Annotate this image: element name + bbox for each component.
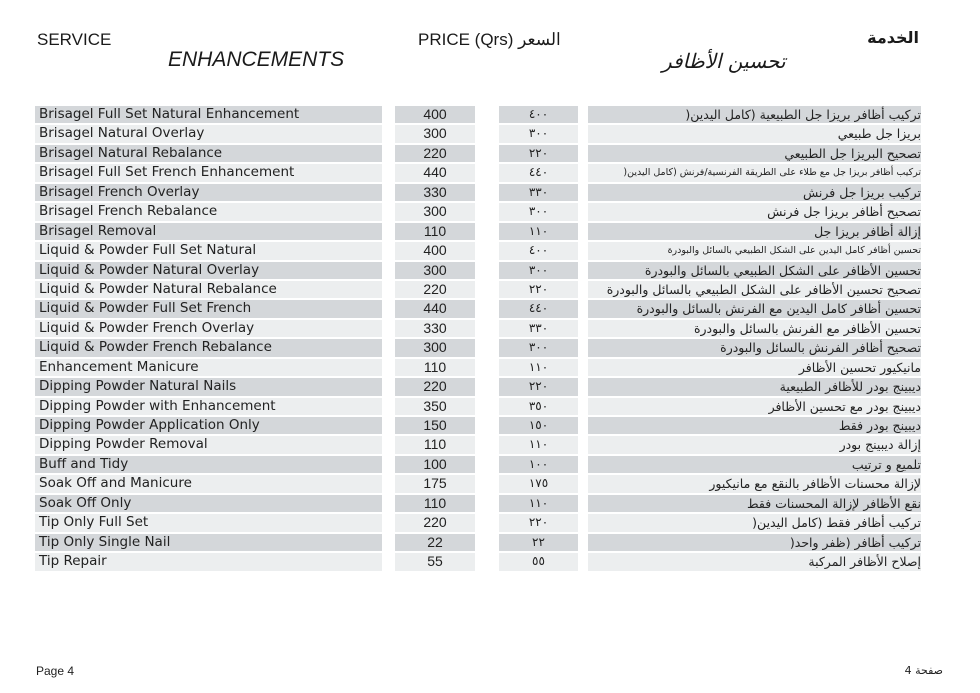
- service-name-ar: إزالة ديبينج بودر: [588, 436, 921, 453]
- service-name-ar: إزالة أظافر بريزا جل: [588, 223, 921, 240]
- service-name-ar: ديبينج بودر مع تحسين الأظافر: [588, 398, 921, 415]
- service-name-ar: ديبينج بودر للأظافر الطبيعية: [588, 378, 921, 395]
- price-column: [395, 106, 475, 573]
- service-name-en: Soak Off Only: [35, 495, 382, 512]
- service-name-ar: تصحيح تحسين الأظافر على الشكل الطبيعي بالسائل والبودرة: [588, 281, 921, 298]
- service-name-en: Brisagel Natural Overlay: [35, 125, 382, 142]
- price-value-ar: ٣٠٠: [499, 203, 578, 220]
- section-title-en: ENHANCEMENTS: [168, 48, 345, 71]
- price-value-ar: ٤٠٠: [499, 106, 578, 123]
- service-name-en: Dipping Powder Natural Nails: [35, 378, 382, 395]
- service-name-en: Liquid & Powder French Overlay: [35, 320, 382, 337]
- price-value-ar: ٣٠٠: [499, 125, 578, 142]
- price-value: 350: [395, 398, 475, 415]
- service-name-en: Brisagel Full Set French Enhancement: [35, 164, 382, 181]
- service-name-en: Liquid & Powder Natural Rebalance: [35, 281, 382, 298]
- service-name-ar: تصحيح البريزا جل الطبيعي: [588, 145, 921, 162]
- price-header: PRICE (Qrs) السعر: [418, 30, 561, 49]
- service-name-ar: تركيب بريزا جل فرنش: [588, 184, 921, 201]
- price-value-ar: ١١٠: [499, 436, 578, 453]
- price-value-ar: ٥٥: [499, 553, 578, 570]
- service-name-ar: تحسين أظافر كامل اليدين على الشكل الطبيعي بالسائل والبودرة: [588, 242, 921, 259]
- service-name-en: Brisagel Full Set Natural Enhancement: [35, 106, 382, 123]
- service-name-ar: لإزالة محسنات الأظافر بالنقع مع مانيكيور: [588, 475, 921, 492]
- price-value: 330: [395, 320, 475, 337]
- price-value-ar: ٤٤٠: [499, 300, 578, 317]
- service-name-ar: مانيكيور تحسين الأظافر: [588, 359, 921, 376]
- price-value-ar: ١٠٠: [499, 456, 578, 473]
- service-name-ar: تركيب أظافر فقط (كامل اليدين(: [588, 514, 921, 531]
- service-name-ar: تحسين الأظافر مع الفرنش بالسائل والبودرة: [588, 320, 921, 337]
- price-value-ar: ٢٢٠: [499, 378, 578, 395]
- service-name-en: Buff and Tidy: [35, 456, 382, 473]
- service-name-en: Liquid & Powder Full Set French: [35, 300, 382, 317]
- service-name-en: Liquid & Powder Natural Overlay: [35, 262, 382, 279]
- price-value: 440: [395, 164, 475, 181]
- service-name-ar: تركيب أظافر بريزا جل مع طلاء على الطريقة الفرنسية/فرنش (كامل اليدين(: [588, 164, 921, 181]
- service-name-ar: نقع الأظافر لإزالة المحسنات فقط: [588, 495, 921, 512]
- service-names-ar-column: [588, 106, 921, 573]
- page-number-ar: صفحة 4: [904, 664, 943, 677]
- price-value: 400: [395, 106, 475, 123]
- price-value: 220: [395, 378, 475, 395]
- service-header-en: SERVICE: [37, 30, 112, 49]
- service-name-ar: تصحيح أظافر بريزا جل فرنش: [588, 203, 921, 220]
- price-value: 110: [395, 495, 475, 512]
- section-title-ar: تحسين الأظافر: [662, 49, 786, 73]
- price-value-ar: ٤٠٠: [499, 242, 578, 259]
- page-number-en: Page 4: [36, 664, 75, 678]
- service-name-en: Liquid & Powder Full Set Natural: [35, 242, 382, 259]
- service-name-ar: ديبينج بودر فقط: [588, 417, 921, 434]
- service-name-en: Tip Only Single Nail: [35, 534, 382, 551]
- service-name-ar: تحسين الأظافر على الشكل الطبيعي بالسائل والبودرة: [588, 262, 921, 279]
- price-value-ar: ٢٢: [499, 534, 578, 551]
- price-value: 300: [395, 203, 475, 220]
- price-value: 175: [395, 475, 475, 492]
- price-value: 220: [395, 145, 475, 162]
- price-value-ar: ٢٢٠: [499, 514, 578, 531]
- price-value-ar: ٣٥٠: [499, 398, 578, 415]
- price-value: 110: [395, 359, 475, 376]
- service-name-en: Enhancement Manicure: [35, 359, 382, 376]
- price-arabic-column: [499, 106, 578, 573]
- price-value: 300: [395, 339, 475, 356]
- price-value-ar: ٣٠٠: [499, 262, 578, 279]
- price-value-ar: ٣٠٠: [499, 339, 578, 356]
- price-value: 300: [395, 125, 475, 142]
- service-name-en: Dipping Powder Application Only: [35, 417, 382, 434]
- service-name-ar: تركيب أظافر (ظفر واحد(: [588, 534, 921, 551]
- price-value-ar: ١١٠: [499, 359, 578, 376]
- service-name-ar: تحسين أظافر كامل اليدين مع الفرنش بالسائل والبودرة: [588, 300, 921, 317]
- price-value: 100: [395, 456, 475, 473]
- service-name-en: Tip Repair: [35, 553, 382, 570]
- service-name-ar: تصحيح أظافر الفرنش بالسائل والبودرة: [588, 339, 921, 356]
- service-name-en: Dipping Powder Removal: [35, 436, 382, 453]
- service-name-en: Brisagel French Overlay: [35, 184, 382, 201]
- service-header-ar: الخدمة: [867, 28, 919, 47]
- price-value-ar: ١١٠: [499, 495, 578, 512]
- service-name-en: Dipping Powder with Enhancement: [35, 398, 382, 415]
- price-value: 220: [395, 514, 475, 531]
- price-value: 150: [395, 417, 475, 434]
- price-value-ar: ٣٣٠: [499, 184, 578, 201]
- price-value: 330: [395, 184, 475, 201]
- price-value: 110: [395, 223, 475, 240]
- price-value: 300: [395, 262, 475, 279]
- service-name-en: Liquid & Powder French Rebalance: [35, 339, 382, 356]
- price-value-ar: ١١٠: [499, 223, 578, 240]
- service-name-ar: تركيب أظافر بريزا جل الطبيعية (كامل اليدين(: [588, 106, 921, 123]
- service-name-en: Brisagel Removal: [35, 223, 382, 240]
- price-value-ar: ١٥٠: [499, 417, 578, 434]
- price-value: 220: [395, 281, 475, 298]
- price-value: 440: [395, 300, 475, 317]
- price-value-ar: ١٧٥: [499, 475, 578, 492]
- service-names-en-column: [35, 106, 382, 573]
- price-value: 55: [395, 553, 475, 570]
- service-name-en: Brisagel Natural Rebalance: [35, 145, 382, 162]
- service-name-en: Tip Only Full Set: [35, 514, 382, 531]
- price-value: 110: [395, 436, 475, 453]
- service-name-ar: إصلاح الأظافر المركبة: [588, 553, 921, 570]
- price-value-ar: ٢٢٠: [499, 281, 578, 298]
- price-value-ar: ٤٤٠: [499, 164, 578, 181]
- service-name-ar: تلميع و ترتيب: [588, 456, 921, 473]
- price-value: 22: [395, 534, 475, 551]
- price-value-ar: ٢٢٠: [499, 145, 578, 162]
- price-value-ar: ٣٣٠: [499, 320, 578, 337]
- service-name-ar: بريزا جل طبيعي: [588, 125, 921, 142]
- service-name-en: Brisagel French Rebalance: [35, 203, 382, 220]
- service-name-en: Soak Off and Manicure: [35, 475, 382, 492]
- price-value: 400: [395, 242, 475, 259]
